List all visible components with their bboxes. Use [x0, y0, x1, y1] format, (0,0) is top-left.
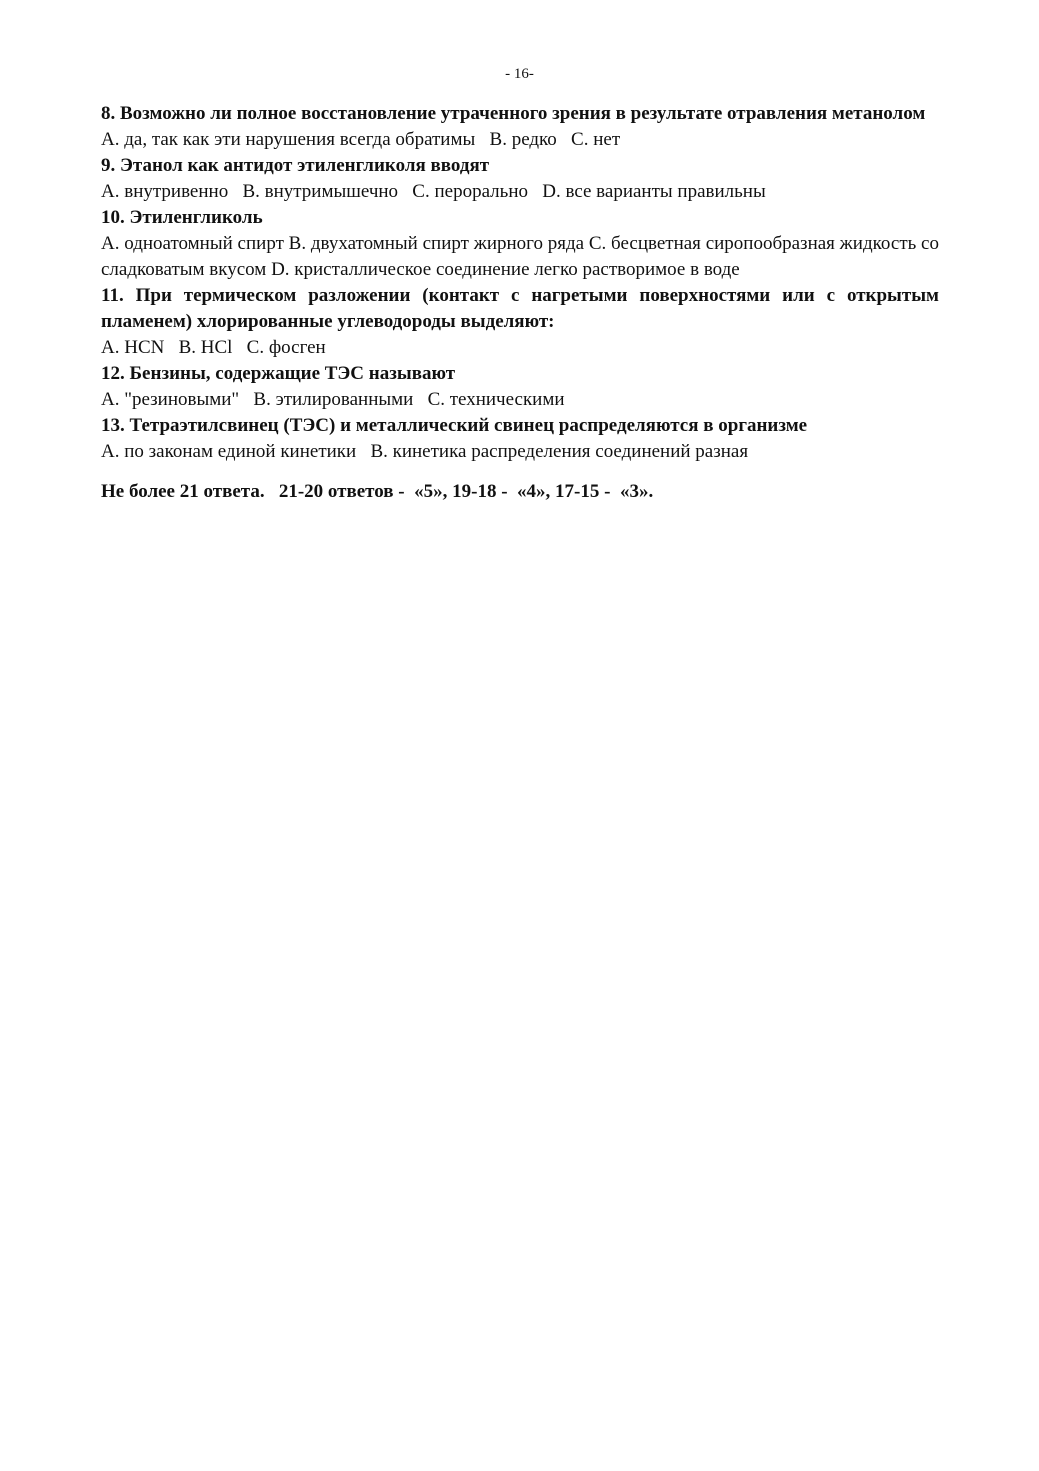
grading-summary: Не более 21 ответа. 21-20 ответов - «5», 19-18 - «4», 17-15 - «3».	[101, 481, 654, 502]
question-12-answers: А. "резиновыми" В. этилированными С. техническими	[101, 389, 565, 410]
page-number: - 16-	[505, 66, 534, 82]
question-13-text: 13. Тетраэтилсвинец (ТЭС) и металлический свинец распределяются в организме	[101, 415, 808, 436]
question-10-answers: А. одноатомный спирт В. двухатомный спирт жирного ряда С. бесцветная сиропообразная жидкость со сладковатым вкусом D. кристаллическое соединение легко растворимое в воде	[101, 233, 939, 280]
question-9-answers: А. внутривенно В. внутримышечно С. перорально D. все варианты правильны	[101, 181, 766, 202]
question-11-text: 11. При термическом разложении (контакт с нагретыми поверхностями или с открытым пламенем) хлорированные углеводороды выделяют:	[101, 285, 939, 332]
question-9-text: 9. Этанол как антидот этиленгликоля вводят	[101, 155, 490, 176]
question-11-answers: А. HCN В. HCl С. фосген	[101, 337, 326, 358]
question-13-answers: А. по законам единой кинетики В. кинетика распределения соединений разная	[101, 441, 749, 462]
question-8-text: 8. Возможно ли полное восстановление утраченного зрения в результате отравления метанолом	[101, 103, 926, 124]
question-10-text: 10. Этиленгликоль	[101, 207, 263, 228]
question-8-answers: А. да, так как эти нарушения всегда обратимы В. редко С. нет	[101, 129, 621, 150]
question-12-text: 12. Бензины, содержащие ТЭС называют	[101, 363, 456, 384]
test-questions	[101, 101, 939, 505]
